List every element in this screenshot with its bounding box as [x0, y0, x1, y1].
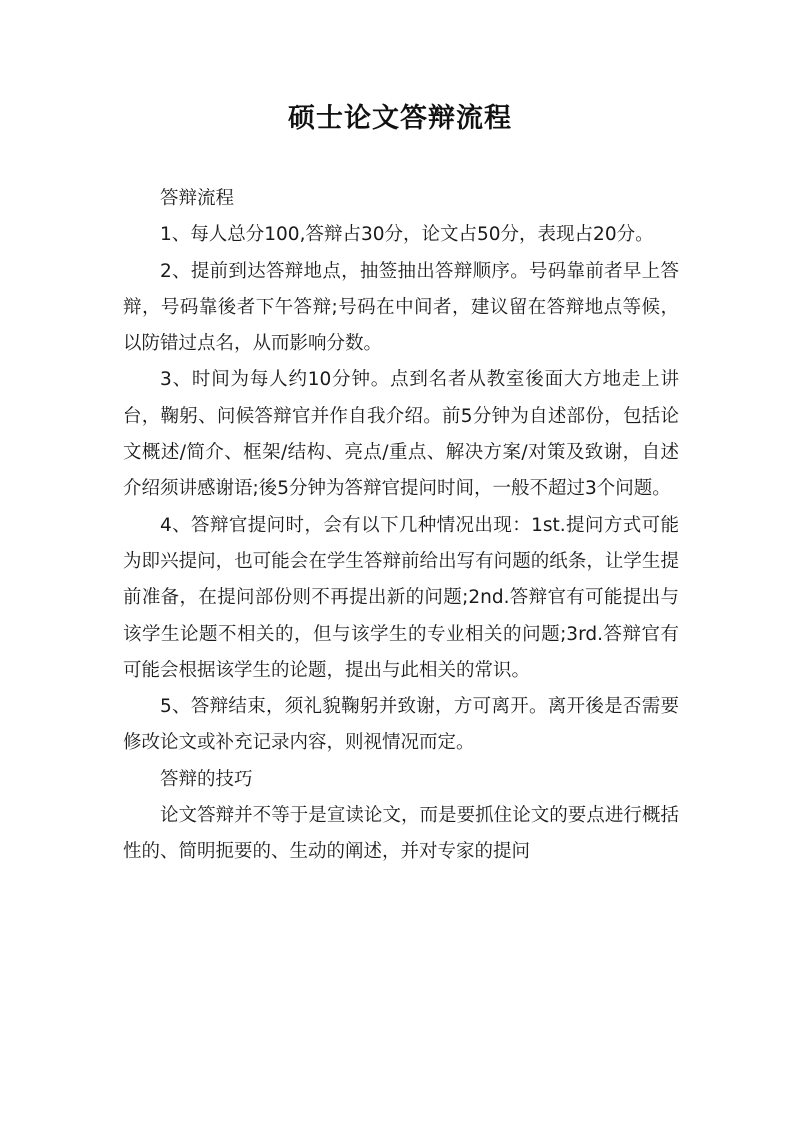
document-body — [123, 181, 679, 871]
paragraph-arrival: 2、提前到达答辩地点，抽签抽出答辩顺序。号码靠前者早上答辩，号码靠後者下午答辩;号码在中间者，建议留在答辩地点等候，以防错过点名，从而影响分数。 — [123, 260, 679, 355]
section-heading-process: 答辩流程 — [160, 188, 235, 209]
paragraph-ending: 5、答辩结束，须礼貌鞠躬并致谢，方可离开。离开後是否需要修改论文或补充记录内容，则视情况而定。 — [123, 696, 679, 754]
paragraph-timing: 3、时间为每人约10分钟。点到名者从教室後面大方地走上讲台，鞠躬、问候答辩官并作自我介绍。前5分钟为自述部份，包括论文概述/简介、框架/结构、亮点/重点、解决方案/对策及致谢，自述介绍须讲感谢语;後5分钟为答辩官提问时间，一般不超过3个问题。 — [123, 369, 679, 500]
paragraph-scoring: 1、每人总分100,答辩占30分，论文占50分，表现占20分。 — [160, 224, 654, 246]
section-heading-tips: 答辩的技巧 — [160, 768, 253, 790]
paragraph-tips: 论文答辩并不等于是宣读论文，而是要抓住论文的要点进行概括性的、简明扼要的、生动的阐述，并对专家的提问 — [123, 805, 679, 863]
paragraph-questions: 4、答辩官提问时，会有以下几种情况出现：1st.提问方式可能为即兴提问，也可能会在学生答辩前给出写有问题的纸条，让学生提前准备，在提问部份则不再提出新的问题;2nd.答辩官有可能提出与该学生论题不相关的，但与该学生的专业相关的问题;3rd.答辩官有可能会根据该学生的论题，提出与此相关的常识。 — [123, 514, 679, 681]
document-title: 硕士论文答辩流程 — [288, 103, 512, 134]
